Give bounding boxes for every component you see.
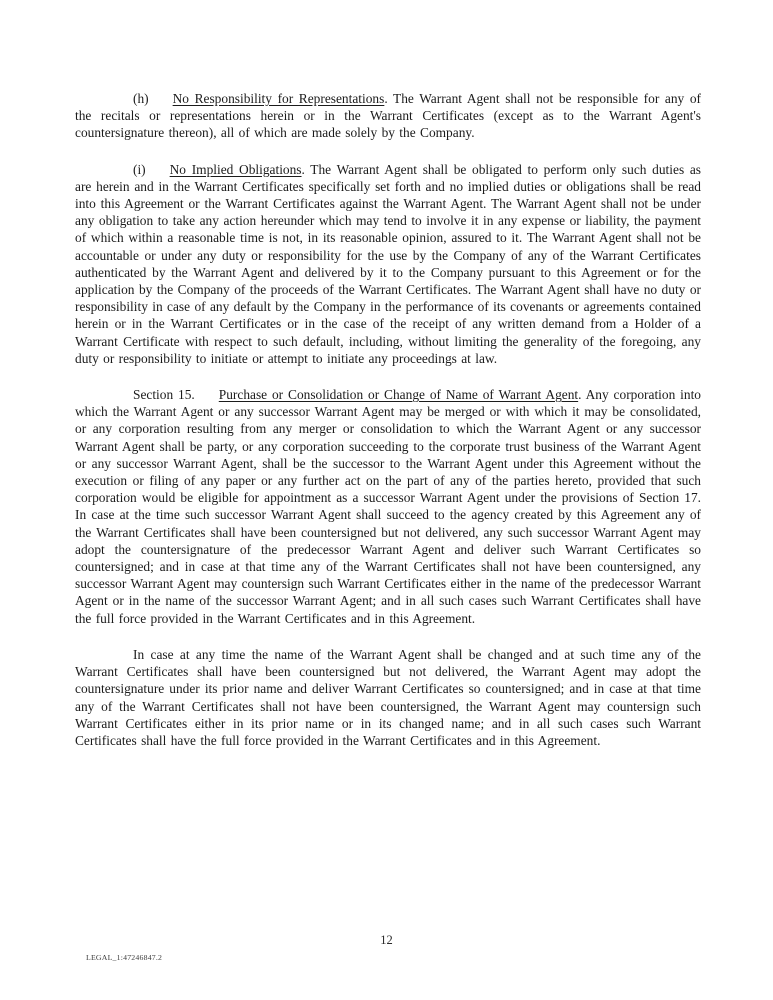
document-body xyxy=(75,90,701,768)
name-change-paragraph xyxy=(75,646,701,749)
paragraph-h xyxy=(75,90,701,142)
section-15-text: . Any corporation into which the Warrant Agent or any successor Warrant Agent may be merged or with which it may be consolidated, or any corporation resulting from any merger or consolidation to which the Warrant Agent or any successor Warrant Agent shall be party, or any corporation succeeding to the corporate trust business of the Warrant Agent or any successor Warrant Agent, shall be the successor to the Warrant Agent under this Agreement without the execution or filing of any paper or any further act on the part of any of the parties hereto, provided that such corporation would be eligible for appointment as a successor Warrant Agent under the provisions of Section 17. In case at the time such successor Warrant Agent shall succeed to the agency created by this Agreement any of the Warrant Certificates shall have been countersigned but not delivered, any such successor Warrant Agent may adopt the countersignature of the predecessor Warrant Agent and deliver such Warrant Certificates so countersigned; and in case at that time any of the Warrant Certificates shall not have been countersigned, any successor Warrant Agent may countersign such Warrant Certificates either in the name of the predecessor Warrant Agent or in the name of the successor Warrant Agent; and in all such cases such Warrant Certificates shall have the full force provided in the Warrant Certificates and in this Agreement. xyxy=(75,387,701,626)
paragraph-i-text: . The Warrant Agent shall be obligated to perform only such duties as are herein and in the Warrant Certificates specifically set forth and no implied duties or obligations shall be read into this Agreement or the Warrant Certificates against the Warrant Agent. The Warrant Agent shall not be under any obligation to take any action hereunder which may tend to involve it in any expense or liability, the payment of which within a reasonable time is not, in its reasonable opinion, assured to it. The Warrant Agent shall not be accountable or under any duty or responsibility for the use by the Company of any of the Warrant Certificates authenticated by the Warrant Agent and delivered by it to the Company pursuant to this Agreement or for the application by the Company of the proceeds of the Warrant Certificates. The Warrant Agent shall have no duty or responsibility in case of any default by the Company in the performance of its covenants or agreements contained herein or in the Warrant Certificates or in the case of the receipt of any written demand from a Holder of a Warrant Certificate with respect to such default, including, without limiting the generality of the foregoing, any duty or responsibility to initiate or attempt to initiate any proceedings at law. xyxy=(75,161,701,366)
section-15-paragraph xyxy=(75,386,701,627)
section-15-label: Section 15. xyxy=(133,387,195,403)
paragraph-i xyxy=(75,161,701,367)
paragraph-h-label: (h) xyxy=(133,91,149,106)
paragraph-i-label: (i) xyxy=(133,161,146,177)
paragraph-h-heading: No Responsibility for Representations xyxy=(172,91,385,106)
legal-document-id: LEGAL_1:47246847.2 xyxy=(86,953,163,962)
paragraph-h-text: . The Warrant Agent shall not be responsible for any of the recitals or representations herein or in the Warrant Certificates (except as to the Warrant Agent's countersignature thereon), all of which are made solely by the Company. xyxy=(75,91,701,141)
page-number: 12 xyxy=(380,933,393,947)
paragraph-i-heading: No Implied Obligations xyxy=(169,161,302,177)
name-change-text: In case at any time the name of the Warrant Agent shall be changed and at such time any of the Warrant Certificates shall have been countersigned but not delivered, the Warrant Agent may adopt the countersignature under its prior name and deliver Warrant Certificates so countersigned; and in case at that time any of the Warrant Certificates shall not have been countersigned, the Warrant Agent may countersign such Warrant Certificates either in its prior name or in its changed name; and in all such cases such Warrant Certificates shall have the full force provided in the Warrant Certificates and in this Agreement. xyxy=(75,646,701,748)
section-15-heading: Purchase or Consolidation or Change of Name of Warrant Agent xyxy=(218,387,579,403)
